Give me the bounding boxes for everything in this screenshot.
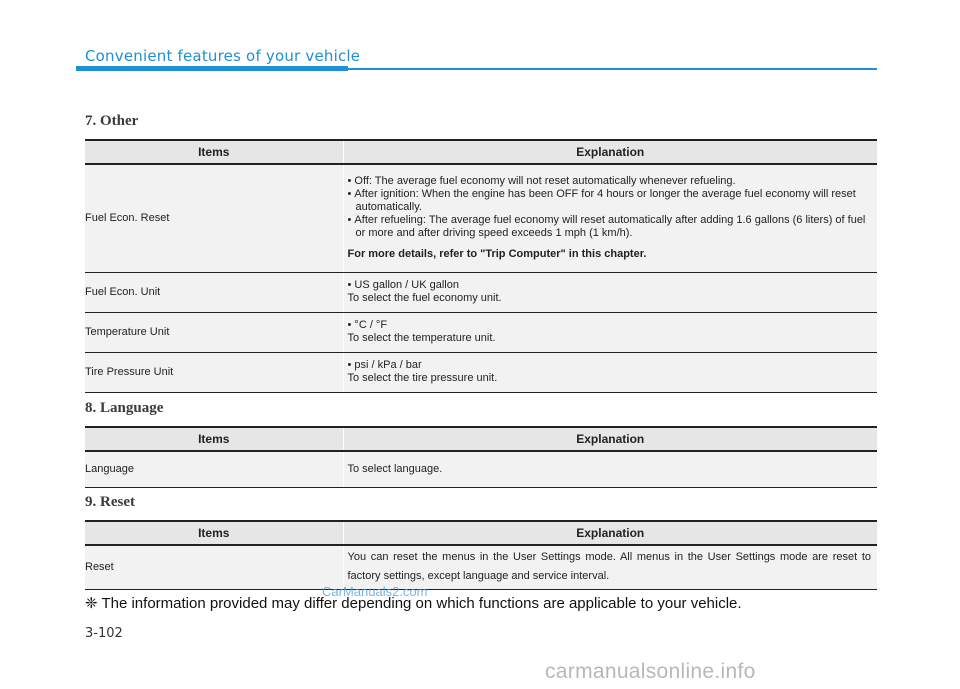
explanation-cell <box>343 352 877 392</box>
description-text: To select the temperature unit. <box>347 332 496 344</box>
section-heading-other: 7. Other <box>85 113 139 129</box>
list-item: • US gallon / UK gallon <box>348 279 872 292</box>
other-settings-table <box>85 139 877 393</box>
item-cell: Language <box>85 451 343 487</box>
column-header-items: Items <box>85 427 343 451</box>
reference-note: For more details, refer to "Trip Computer" in this chapter. <box>347 248 647 261</box>
column-header-items: Items <box>85 521 343 545</box>
explanation-cell: You can reset the menus in the User Settings mode. All menus in the User Settings mode are reset to factory settings, except language and service interval. <box>343 545 877 589</box>
item-cell: Temperature Unit <box>85 312 343 352</box>
table-header-row <box>85 521 877 545</box>
section-heading-language: 8. Language <box>85 400 164 416</box>
description-text: To select the fuel economy unit. <box>347 292 502 304</box>
list-item: • After ignition: When the engine has been OFF for 4 hours or longer the average fuel economy will reset automatically. <box>348 188 872 214</box>
header-rule <box>348 68 877 70</box>
page-number: 3-102 <box>85 626 123 641</box>
list-item: • Off: The average fuel economy will not reset automatically whenever refueling. <box>348 175 872 188</box>
item-cell: Reset <box>85 545 343 589</box>
item-cell: Fuel Econ. Unit <box>85 272 343 312</box>
explanation-cell <box>343 312 877 352</box>
footnote: ❈ The information provided may differ depending on which functions are applicable to your vehicle. <box>85 595 742 612</box>
column-header-items: Items <box>85 140 343 164</box>
watermark-link[interactable]: CarManuals2.com <box>322 584 428 599</box>
description-text: To select the tire pressure unit. <box>347 372 498 384</box>
column-header-explanation: Explanation <box>343 140 877 164</box>
table-row <box>85 451 877 487</box>
table-header-row <box>85 427 877 451</box>
table-header-row <box>85 140 877 164</box>
table-row <box>85 352 877 392</box>
bullet-list <box>348 175 872 240</box>
reset-table <box>85 520 877 590</box>
explanation-cell <box>343 164 877 272</box>
explanation-cell <box>343 272 877 312</box>
item-cell: Tire Pressure Unit <box>85 352 343 392</box>
language-table <box>85 426 877 488</box>
header-accent-bar <box>76 66 348 71</box>
table-row <box>85 545 877 589</box>
section-heading-reset: 9. Reset <box>85 494 135 510</box>
column-header-explanation: Explanation <box>343 427 877 451</box>
list-item: • psi / kPa / bar <box>348 359 872 372</box>
item-cell: Fuel Econ. Reset <box>85 164 343 272</box>
list-item: • After refueling: The average fuel economy will reset automatically after adding 1.6 gallons (6 liters) of fuel or more and after driving speed exceeds 1 mph (1 km/h). <box>348 214 872 240</box>
footer-watermark: carmanualsonline.info <box>545 660 756 683</box>
explanation-cell: To select language. <box>343 451 877 487</box>
page-header-title: Convenient features of your vehicle <box>85 47 361 65</box>
list-item: • °C / °F <box>348 319 872 332</box>
table-row <box>85 164 877 272</box>
table-row <box>85 272 877 312</box>
table-row <box>85 312 877 352</box>
column-header-explanation: Explanation <box>343 521 877 545</box>
